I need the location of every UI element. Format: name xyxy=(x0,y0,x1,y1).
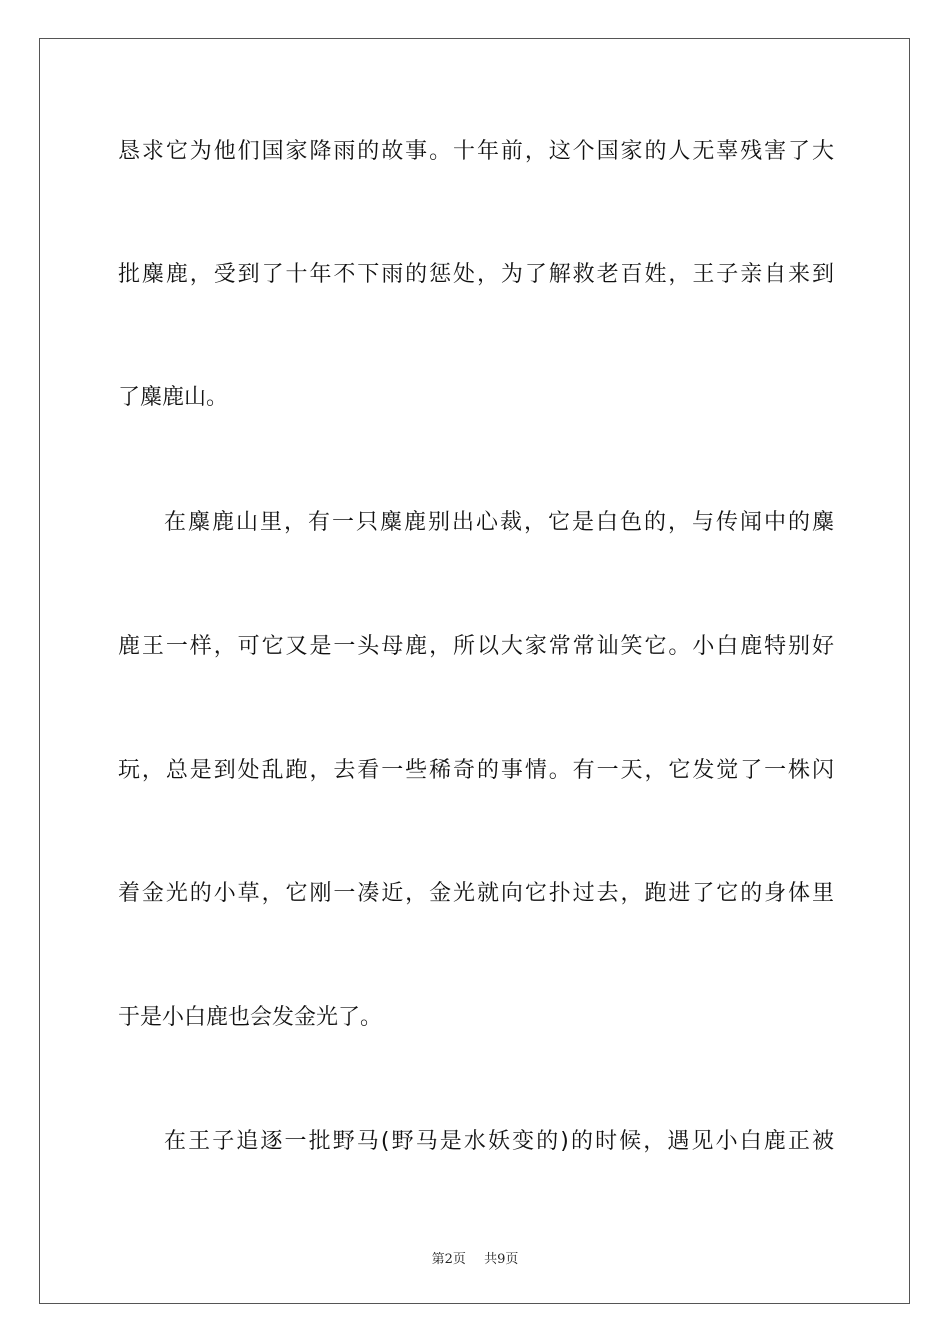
page-number: 第2页 xyxy=(431,1252,466,1267)
paragraph-line: 鹿王一样，可它又是一头母鹿，所以大家常常讪笑它。小白鹿特别好 xyxy=(118,634,834,659)
page-footer xyxy=(0,1248,950,1267)
page-border xyxy=(39,38,910,1304)
paragraph-line: 在麋鹿山里，有一只麋鹿别出心裁，它是白色的，与传闻中的麋 xyxy=(164,510,834,535)
paragraph-line: 着金光的小草，它刚一凑近，金光就向它扑过去，跑进了它的身体里 xyxy=(118,881,834,906)
paragraph-line: 了麋鹿山。 xyxy=(118,385,229,410)
paragraph-line: 于是小白鹿也会发金光了。 xyxy=(118,1005,383,1030)
paragraph-line: 玩，总是到处乱跑，去看一些稀奇的事情。有一天，它发觉了一株闪 xyxy=(118,758,834,783)
paragraph-line: 批麋鹿，受到了十年不下雨的惩处，为了解救老百姓，王子亲自来到 xyxy=(118,262,834,287)
page-total: 共9页 xyxy=(484,1252,519,1267)
paragraph-line: 在王子追逐一批野马(野马是水妖变的)的时候，遇见小白鹿正被 xyxy=(164,1129,834,1154)
paragraph-line: 恳求它为他们国家降雨的故事。十年前，这个国家的人无辜残害了大 xyxy=(118,139,834,164)
